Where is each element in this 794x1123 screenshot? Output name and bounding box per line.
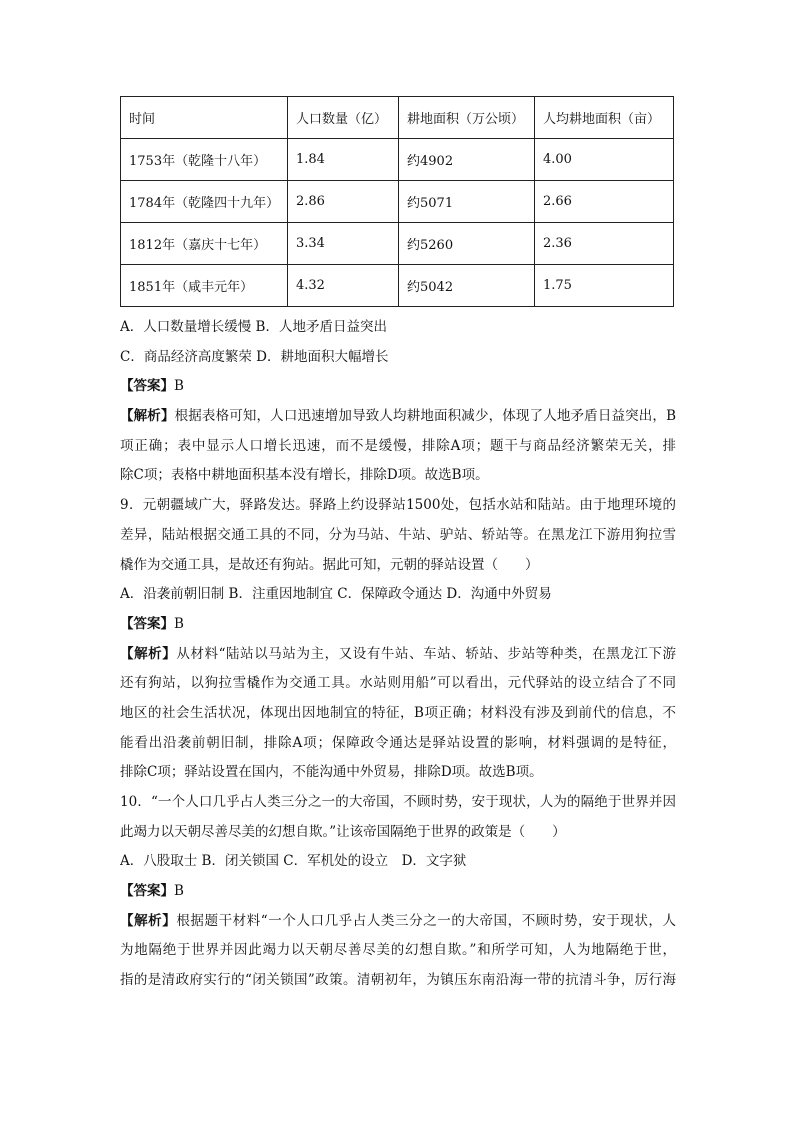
- answer-value: B: [174, 378, 184, 395]
- analysis-label: 【解析】: [120, 912, 177, 929]
- q9-options-line: A．沿袭前朝旧制 B．注重因地制宜 C．保障政令通达 D．沟通中外贸易: [120, 586, 552, 603]
- q8-analysis-line: 项正确；表中显示人口增长迅速，而不是缓慢，排除A项；题干与商品经济繁荣无关，排: [120, 437, 676, 454]
- q8-answer: [120, 372, 676, 402]
- table-cell: 约4902: [399, 139, 535, 181]
- table-cell: 约5042: [399, 265, 535, 307]
- answer-value: B: [174, 615, 184, 632]
- table-cell: 1.84: [288, 139, 399, 181]
- table-cell: 约5071: [399, 181, 535, 223]
- q9-analysis-line: 地区的社会生活状况，体现出因地制宜的特征，B项正确；材料没有涉及到前代的信息，不: [120, 704, 676, 721]
- table-row: [121, 265, 674, 307]
- q10-analysis-line: 指的是清政府实行的“闭关锁国”政策。清朝初年，为镇压东南沿海一带的抗清斗争，厉行海: [120, 972, 676, 989]
- q9-answer: [120, 610, 676, 640]
- q9-stem-line: 9．元朝疆域广大，驿路发达。驿路上约设驿站1500处，包括水站和陆站。由于地理环境的: [120, 497, 676, 514]
- table-cell: 4.00: [535, 139, 674, 181]
- table-row: [121, 223, 674, 265]
- table-row: [121, 181, 674, 223]
- analysis-text: 根据题干材料“一个人口几乎占人类三分之一的大帝国，不顾时势，安于现状，人: [176, 912, 676, 929]
- answer-label: 【答案】: [120, 883, 174, 900]
- table-cell: 2.36: [535, 223, 674, 265]
- q8-options-line-2: C．商品经济高度繁荣 D．耕地面积大幅增长: [120, 348, 389, 365]
- q8-options-line-1: A．人口数量增长缓慢 B．人地矛盾日益突出: [120, 319, 387, 335]
- table-cell: 1784年（乾隆四十九年）: [121, 181, 288, 223]
- table-cell: 4.32: [288, 265, 399, 307]
- answer-value: B: [174, 883, 184, 900]
- answer-label: 【答案】: [120, 378, 174, 395]
- table-cell: 1.75: [535, 265, 674, 307]
- q8-analysis-line: [120, 402, 676, 432]
- table-header-cell: 人口数量（亿）: [288, 97, 399, 139]
- table-header-row: [121, 97, 674, 139]
- population-table: [120, 96, 674, 307]
- analysis-text: 根据表格可知，人口迅速增加导致人均耕地面积减少，体现了人地矛盾日益突出，B: [174, 408, 676, 425]
- q10-analysis-line: 为地隔绝于世界并因此竭力以天朝尽善尽美的幻想自欺。”和所学可知，人为地隔绝于世，: [120, 942, 676, 959]
- analysis-label: 【解析】: [120, 408, 175, 425]
- q10-analysis-line: [120, 907, 676, 937]
- q10-answer: [120, 877, 676, 907]
- q10-stem-line: 10．“一个人口几乎占人类三分之一的大帝国，不顾时势，安于现状，人为的隔绝于世界并因: [120, 794, 676, 810]
- table-header-cell: 人均耕地面积（亩）: [535, 97, 674, 139]
- table-header-cell: 耕地面积（万公顷）: [399, 97, 535, 139]
- table-cell: 3.34: [288, 223, 399, 265]
- q9-analysis-line: [120, 640, 676, 670]
- table-row: [121, 139, 674, 181]
- table-cell: 1753年（乾隆十八年）: [121, 139, 288, 181]
- table-cell: 约5260: [399, 223, 535, 265]
- table-cell: 2.66: [535, 181, 674, 223]
- question-content: [120, 313, 676, 996]
- analysis-label: 【解析】: [120, 645, 177, 662]
- table-cell: 2.86: [288, 181, 399, 223]
- table-cell: 1851年（咸丰元年）: [121, 265, 288, 307]
- q9-stem-line: 差异，陆站根据交通工具的不同，分为马站、牛站、驴站、轿站等。在黑龙江下游用狗拉雪: [120, 526, 676, 543]
- q10-stem-line: 此竭力以天朝尽善尽美的幻想自欺。”让该帝国隔绝于世界的政策是（ ）: [120, 823, 566, 840]
- table-header-cell: 时间: [121, 97, 288, 139]
- q8-analysis-line: 除C项；表格中耕地面积基本没有增长，排除D项。故选B项。: [120, 467, 489, 484]
- q9-analysis-line: 还有狗站，以狗拉雪橇作为交通工具。水站则用船”可以看出，元代驿站的设立结合了不同: [120, 675, 676, 692]
- q9-analysis-line: 能看出沿袭前朝旧制，排除A项；保障政令通达是驿站设置的影响，材料强调的是特征，: [120, 734, 676, 751]
- q9-analysis-line: 排除C项；驿站设置在国内，不能沟通中外贸易，排除D项。故选B项。: [120, 764, 543, 781]
- answer-label: 【答案】: [120, 615, 174, 632]
- analysis-text: 从材料“陆站以马站为主，又设有牛站、车站、轿站、步站等种类，在黑龙江下游: [176, 645, 676, 662]
- q10-options-line: A．八股取士 B．闭关锁国 C．军机处的设立 D．文字狱: [120, 853, 467, 870]
- table-cell: 1812年（嘉庆十七年）: [121, 223, 288, 265]
- q9-stem-line: 橇作为交通工具，是故还有狗站。据此可知，元朝的驿站设置（ ）: [120, 556, 539, 573]
